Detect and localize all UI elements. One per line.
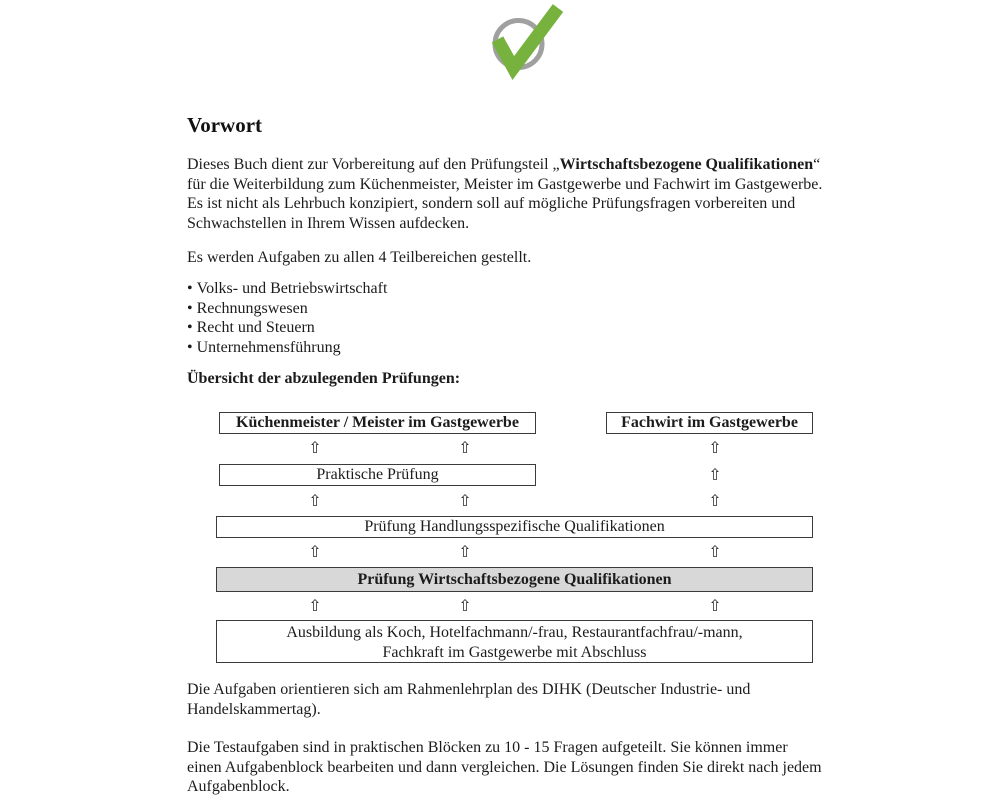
exam-structure-diagram bbox=[216, 411, 813, 663]
test-paragraph: Die Testaufgaben sind in praktischen Blöcken zu 10 - 15 Fragen aufgeteilt. Sie können immer einen Aufgabenblock bearbeiten und dann vergleichen. Die Lösungen finden Sie direkt nach jedem Aufgabenblock. bbox=[187, 739, 822, 796]
box-fachwirt: Fachwirt im Gastgewerbe bbox=[606, 412, 813, 434]
tasks-intro: Es werden Aufgaben zu allen 4 Teilbereichen gestellt. bbox=[187, 249, 532, 266]
up-arrow-icon: ⇧ bbox=[708, 596, 722, 615]
up-arrow-icon: ⇧ bbox=[308, 438, 322, 457]
topics-list bbox=[187, 279, 387, 357]
up-arrow-icon: ⇧ bbox=[458, 491, 472, 510]
box-praktische-pruefung: Praktische Prüfung bbox=[219, 464, 536, 486]
overview-heading: Übersicht der abzulegenden Prüfungen: bbox=[187, 370, 461, 387]
box-ausbildung-line2: Fachkraft im Gastgewerbe mit Abschluss bbox=[382, 643, 647, 661]
box-ausbildung-line1: Ausbildung als Koch, Hotelfachmann/-frau, Restaurantfachfrau/-mann, bbox=[286, 624, 743, 641]
intro-paragraph bbox=[187, 155, 823, 233]
up-arrow-icon: ⇧ bbox=[708, 542, 722, 561]
page-title: Vorwort bbox=[187, 113, 263, 137]
up-arrow-icon: ⇧ bbox=[458, 596, 472, 615]
up-arrow-icon: ⇧ bbox=[308, 542, 322, 561]
dihk-paragraph: Die Aufgaben orientieren sich am Rahmenlehrplan des DIHK (Deutscher Industrie- und Handelskammertag). bbox=[187, 681, 751, 718]
up-arrow-icon: ⇧ bbox=[458, 542, 472, 561]
list-item: • Unternehmensführung bbox=[187, 338, 387, 358]
intro-text-pre: Dieses Buch dient zur Vorbereitung auf den Prüfungsteil „ bbox=[187, 156, 560, 173]
list-item: • Recht und Steuern bbox=[187, 318, 387, 338]
intro-text-post: “ für die Weiterbildung zum Küchenmeister, Meister im Gastgewerbe und Fachwirt im Gastgewerbe. Es ist nicht als Lehrbuch konzipiert, sondern soll auf mögliche Prüfungsfragen vorbereiten und Schwachstellen in Ihrem Wissen aufdecken. bbox=[187, 156, 823, 232]
check-icon bbox=[498, 8, 559, 68]
list-item: • Volks- und Betriebswirtschaft bbox=[187, 279, 387, 299]
up-arrow-icon: ⇧ bbox=[708, 491, 722, 510]
list-item: • Rechnungswesen bbox=[187, 299, 387, 319]
box-wirtschaftsbezogene: Prüfung Wirtschaftsbezogene Qualifikationen bbox=[216, 567, 813, 592]
up-arrow-icon: ⇧ bbox=[708, 465, 722, 484]
box-ausbildung bbox=[216, 620, 813, 663]
box-handlungsspezifische: Prüfung Handlungsspezifische Qualifikationen bbox=[216, 516, 813, 538]
up-arrow-icon: ⇧ bbox=[708, 438, 722, 457]
box-kuechenmeister: Küchenmeister / Meister im Gastgewerbe bbox=[219, 412, 536, 434]
up-arrow-icon: ⇧ bbox=[308, 491, 322, 510]
up-arrow-icon: ⇧ bbox=[458, 438, 472, 457]
up-arrow-icon: ⇧ bbox=[308, 596, 322, 615]
intro-text-bold: Wirtschaftsbezogene Qualifikationen bbox=[559, 156, 814, 173]
check-logo bbox=[440, 0, 600, 100]
